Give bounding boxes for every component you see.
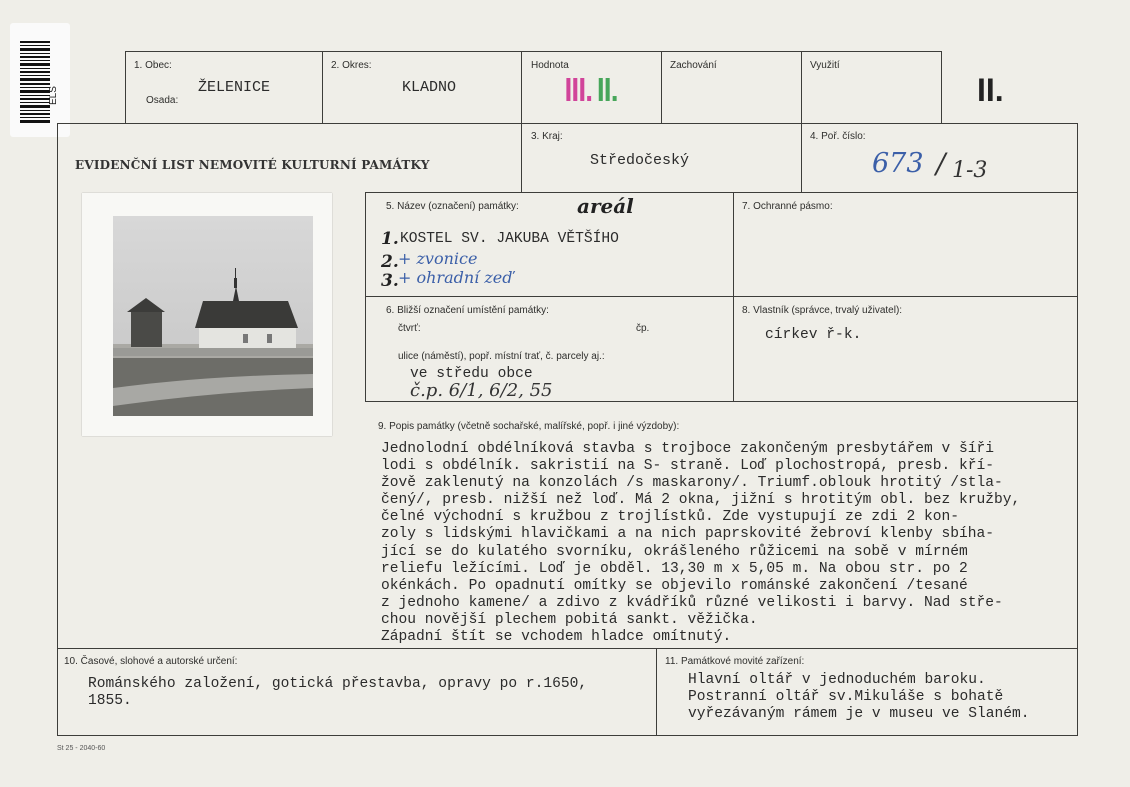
barcode-text: ELS <box>48 86 59 105</box>
popis-line: žově zaklenutý na konzolách /s maskarony/. Triumf.oblouk hrotitý /stla- <box>381 475 1003 492</box>
rule <box>57 735 1078 736</box>
urceni-line: 1855. <box>88 693 132 709</box>
popis-label: 9. Popis památky (včetně sochařské, malířské, popř. i jiné výzdoby): <box>378 421 680 432</box>
obec-value: ŽELENICE <box>198 79 271 96</box>
rule <box>365 296 1078 297</box>
por-cislo-slash: / <box>936 147 946 180</box>
popis-line: čený/, presb. nižší než loď. Má 2 okna, jižní s hrotitým obl. bez kružby, <box>381 492 1021 509</box>
footer-code: St 25 - 2040-60 <box>57 745 106 752</box>
zarizeni-line: Postranní oltář sv.Mikuláše s bohatě <box>688 689 1004 705</box>
rule <box>365 401 1078 402</box>
barcode-icon <box>20 41 50 123</box>
por-cislo-suffix: 1-3 <box>952 158 988 183</box>
rule <box>57 648 1078 649</box>
umisteni-label: 6. Bližší označení umístění památky: <box>386 305 549 316</box>
class-value: II. <box>977 72 1004 108</box>
ochranne-label: 7. Ochranné pásmo: <box>742 201 833 212</box>
rule <box>941 51 942 123</box>
rule <box>57 123 58 735</box>
hodnota-label: Hodnota <box>531 60 569 71</box>
popis-line: čelné východní s kružbou z trojlístků. Zde vystupují ze zdi 2 kon- <box>381 509 960 526</box>
nazev-item-3-text: + ohradní zeď <box>398 268 513 287</box>
rule <box>1077 123 1078 735</box>
barcode-sticker <box>10 23 70 137</box>
nazev-label: 5. Název (označení) památky: <box>386 201 519 212</box>
por-cislo-label: 4. Poř. číslo: <box>810 131 866 142</box>
okres-value: KLADNO <box>402 79 457 96</box>
page-title: EVIDENČNÍ LIST NEMOVITÉ KULTURNÍ PAMÁTKY <box>75 158 430 172</box>
popis-line: lodi s obdélník. sakristií na S- straně. Loď plochostropá, presb. kří- <box>381 458 995 475</box>
popis-line: chou novější plechem pobitá sankt. věžička. <box>381 611 758 628</box>
zarizeni-line: vyřezávaným rámem je v museu ve Slaném. <box>688 706 1030 722</box>
por-cislo-value: 673 <box>872 148 924 179</box>
nazev-item-2-num: 2. <box>381 252 399 272</box>
umisteni-value: ve středu obce <box>410 366 533 382</box>
ctvrt-label: čtvrť: <box>398 323 421 334</box>
nazev-item-2-text: + zvonice <box>398 249 478 268</box>
rule <box>322 51 323 123</box>
hodnota-stamp: III. II. <box>564 71 618 108</box>
vlastnik-value: církev ř-k. <box>765 327 862 343</box>
rule <box>661 51 662 123</box>
rule <box>125 51 942 52</box>
nazev-item-1-text: KOSTEL SV. JAKUBA VĚTŠÍHO <box>400 231 619 247</box>
nazev-item-1-num: 1. <box>381 229 399 249</box>
urceni-line: Románského založení, gotická přestavba, opravy po r.1650, <box>88 676 588 692</box>
popis-text <box>381 441 1073 646</box>
nazev-item-3-num: 3. <box>381 271 399 291</box>
popis-line: reliefu ležícími. Loď je obděl. 13,30 m x 5,05 m. Na obou str. po 2 <box>381 560 968 577</box>
rule <box>57 123 1078 124</box>
zachovani-label: Zachování <box>670 60 717 71</box>
rule <box>521 51 522 192</box>
umisteni-cp-value: č.p. 6/1, 6/2, 55 <box>410 380 553 401</box>
rule <box>365 192 1078 193</box>
popis-line: Jednolodní obdélníková stavba s trojboce zakončeným presbytářem v šíři <box>381 441 995 457</box>
zarizeni-text <box>688 672 1030 723</box>
photo-mount <box>82 193 332 436</box>
popis-line: Západní štít se vchodem hladce omítnutý. <box>381 629 732 646</box>
obec-label: 1. Obec: <box>134 60 172 71</box>
rule <box>125 51 126 123</box>
cp-label: čp. <box>636 323 650 334</box>
popis-line: z jednoho kamene/ a zdivo z kvádříků různé velikosti i barvy. Nad stře- <box>381 594 1003 611</box>
vlastnik-label: 8. Vlastník (správce, trvalý uživatel): <box>742 305 903 316</box>
urceni-text <box>88 676 587 710</box>
zarizeni-label: 11. Památkové movité zařízení: <box>665 656 805 667</box>
popis-line: jící se do kulatého svorníku, okrášleného růžicemi na sobě v mírném <box>381 543 968 560</box>
okres-label: 2. Okres: <box>331 60 372 71</box>
vyuziti-label: Využití <box>810 60 840 71</box>
urceni-label: 10. Časové, slohové a autorské určení: <box>64 656 238 667</box>
popis-line: zoly s lidskými hlavičkami a na nich paprskovité žebroví klenby sbíha- <box>381 526 995 543</box>
kraj-value: Středočeský <box>590 152 690 169</box>
osada-label: Osada: <box>146 95 179 106</box>
church-photo <box>113 216 313 416</box>
ulice-label: ulice (náměstí), popř. místní trať, č. parcely aj.: <box>398 351 605 362</box>
nazev-handwritten: areál <box>577 194 634 218</box>
zarizeni-line: Hlavní oltář v jednoduchém baroku. <box>688 672 986 688</box>
kraj-label: 3. Kraj: <box>531 131 563 142</box>
popis-line: okénkách. Po opadnutí omítky se objevilo románské zakončení /tesané <box>381 577 968 594</box>
rule <box>801 51 802 192</box>
rule <box>656 648 657 735</box>
